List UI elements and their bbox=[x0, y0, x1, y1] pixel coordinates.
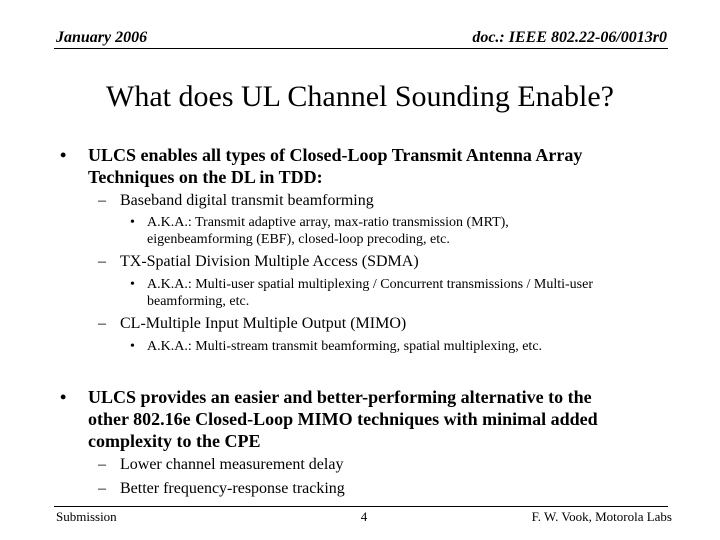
footer-page-number: 4 bbox=[360, 509, 368, 524]
bullet-text: complexity to the CPE bbox=[88, 431, 261, 451]
slide-title: What does UL Channel Sounding Enable? bbox=[106, 80, 614, 113]
dash-marker: – bbox=[98, 315, 106, 332]
footer-author: F. W. Vook, Motorola Labs bbox=[531, 509, 672, 524]
footer-submission: Submission bbox=[56, 509, 117, 524]
bullet-text: ULCS provides an easier and better-performing alternative to the bbox=[88, 387, 592, 407]
detail-marker: • bbox=[130, 339, 135, 354]
header-rule bbox=[54, 48, 668, 49]
detail-marker: • bbox=[130, 277, 135, 292]
dash-marker: – bbox=[98, 253, 106, 270]
bullet-text: Techniques on the DL in TDD: bbox=[88, 167, 323, 187]
footer-rule bbox=[54, 506, 668, 507]
bullet-text: other 802.16e Closed-Loop MIMO techniques with minimal added bbox=[88, 409, 598, 429]
bullet-marker: • bbox=[60, 145, 67, 165]
detail-text: eigenbeamforming (EBF), closed-loop precoding, etc. bbox=[147, 232, 450, 247]
subitem-text: TX-Spatial Division Multiple Access (SDMA) bbox=[120, 253, 419, 270]
detail-marker: • bbox=[130, 215, 135, 230]
detail-text: A.K.A.: Multi-stream transmit beamforming, spatial multiplexing, etc. bbox=[147, 339, 543, 354]
bullet-marker: • bbox=[60, 387, 67, 407]
detail-text: A.K.A.: Transmit adaptive array, max-ratio transmission (MRT), bbox=[147, 215, 509, 230]
dash-marker: – bbox=[98, 456, 106, 473]
subitem-text: CL-Multiple Input Multiple Output (MIMO) bbox=[120, 315, 407, 332]
dash-marker: – bbox=[98, 192, 106, 209]
subitem-text: Baseband digital transmit beamforming bbox=[120, 192, 374, 209]
header-date: January 2006 bbox=[56, 29, 148, 46]
bullet-text: ULCS enables all types of Closed-Loop Transmit Antenna Array bbox=[88, 145, 583, 165]
detail-text: A.K.A.: Multi-user spatial multiplexing / Concurrent transmissions / Multi-user bbox=[147, 277, 594, 292]
subitem-text: Better frequency-response tracking bbox=[120, 480, 345, 497]
detail-text: beamforming, etc. bbox=[147, 294, 250, 309]
subitem-text: Lower channel measurement delay bbox=[120, 456, 344, 473]
dash-marker: – bbox=[98, 480, 106, 497]
header-doc-id: doc.: IEEE 802.22-06/0013r0 bbox=[472, 29, 667, 46]
